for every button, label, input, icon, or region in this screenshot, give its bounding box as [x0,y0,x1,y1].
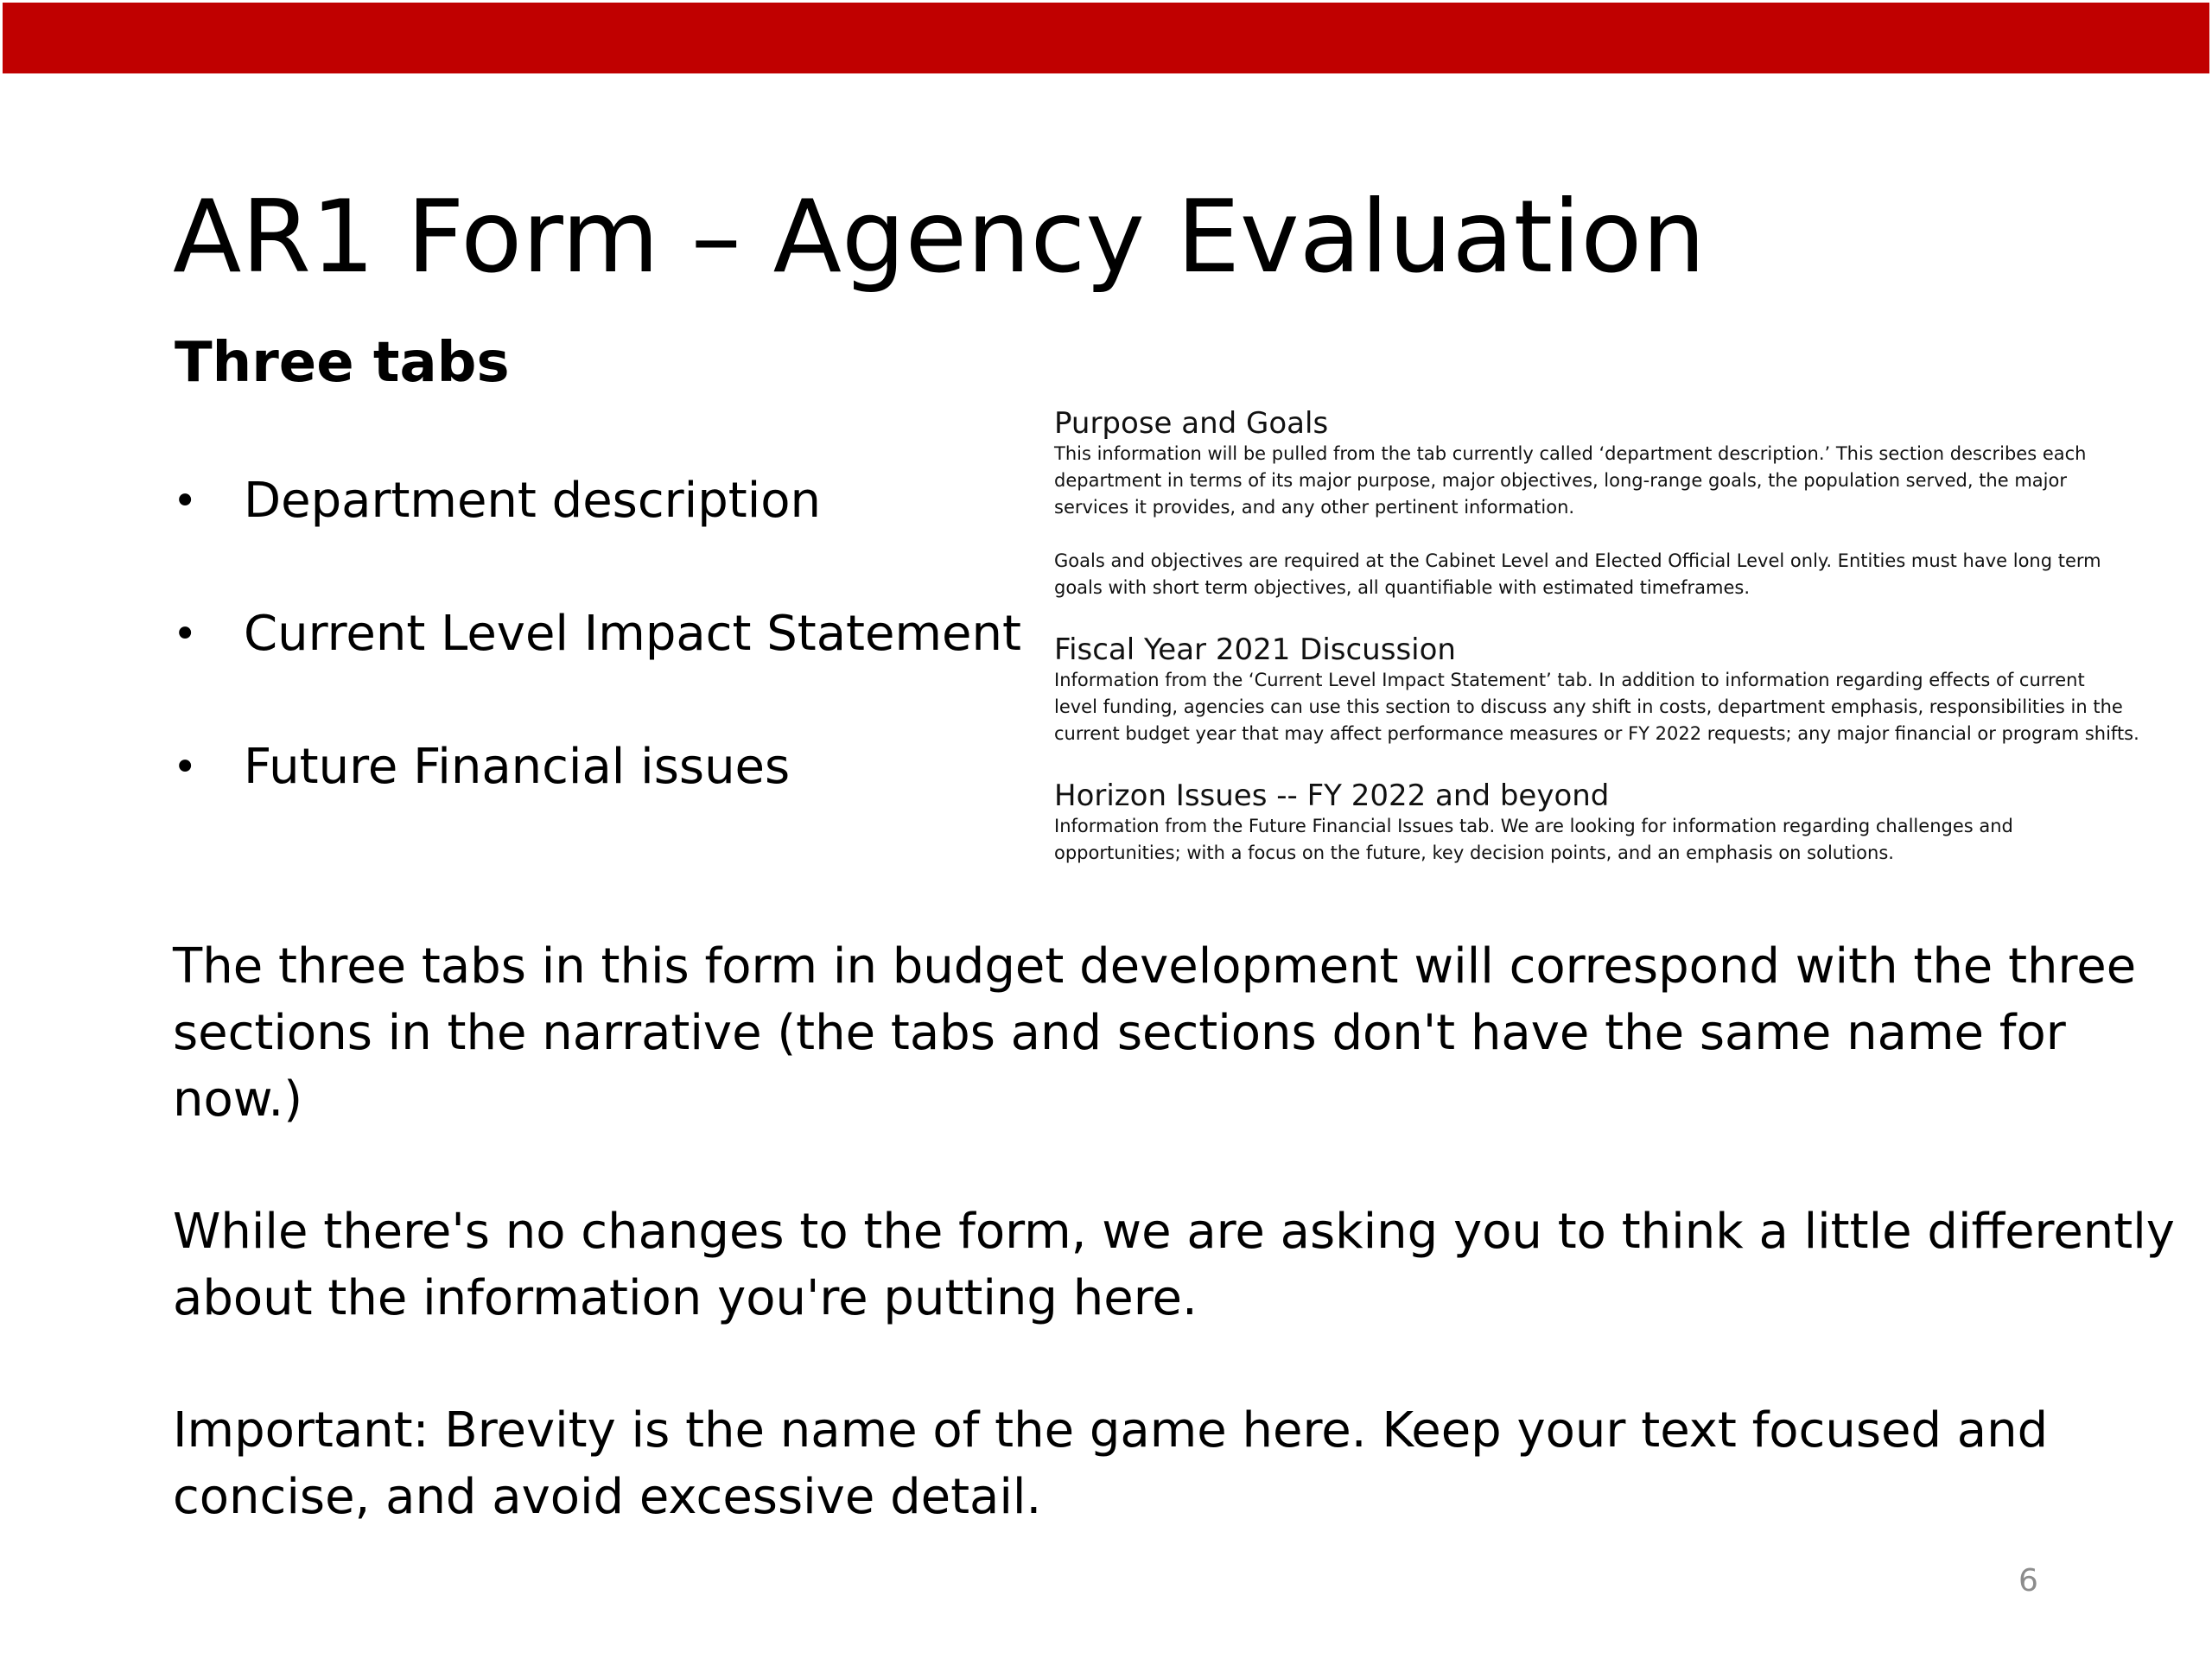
bullet-label: Current Level Impact Statement [244,606,1021,662]
narrative-line: services it provides, and any other pertinent information. [1054,497,1575,518]
narrative-line: current budget year that may affect performance measures or FY 2022 requests; any major financial or program shifts. [1054,723,2139,744]
narrative-line: Goals and objectives are required at the Cabinet Level and Elected Official Level only. Entities must have long term [1054,550,2101,571]
narrative-line: goals with short term objectives, all quantifiable with estimated timeframes. [1054,577,1751,598]
slide-body-text [173,933,2175,1596]
body-line: about the information you're putting here. [173,1270,1198,1326]
body-paragraph-important [173,1397,2126,1530]
page-number: 6 [2018,1563,2038,1599]
bullet-icon: • [173,477,198,525]
tab-bullet-list [173,467,1021,866]
bullet-icon: • [173,743,198,791]
body-line: While there's no changes to the form, we are asking you to think a little differently [173,1204,2175,1260]
bullet-item-department-description [173,467,1021,600]
body-line: concise, and avoid excessive detail. [173,1469,1042,1525]
narrative-line: level funding, agencies can use this section to discuss any shift in costs, department emphasis, responsibilities in the [1054,696,2123,717]
slide-subtitle: Three tabs [175,331,510,395]
narrative-heading: Horizon Issues -- FY 2022 and beyond [1054,779,1610,813]
narrative-heading: Purpose and Goals [1054,406,1329,441]
narrative-heading: Fiscal Year 2021 Discussion [1054,632,1456,667]
body-line: now.) [173,1071,303,1128]
narrative-section-horizon-issues [1054,779,2177,867]
slide-title: AR1 Form – Agency Evaluation [173,179,1706,296]
narrative-section-fiscal-year-discussion [1054,632,2177,747]
header-accent-bar [3,3,2209,73]
narrative-line: department in terms of its major purpose, major objectives, long-range goals, the population served, the major [1054,470,2067,491]
bullet-icon: • [173,610,198,658]
bullet-label: Department description [244,473,822,529]
body-line: sections in the narrative (the tabs and sections don't have the same name for [173,1005,2066,1061]
narrative-line: Information from the Future Financial Issues tab. We are looking for information regarding challenges and [1054,816,2013,836]
narrative-section-purpose-and-goals [1054,406,2177,601]
narrative-excerpt [1054,406,2177,898]
narrative-line: opportunities; with a focus on the future, key decision points, and an emphasis on solutions. [1054,842,1894,863]
body-paragraph-correspondence [173,933,2137,1133]
narrative-line: This information will be pulled from the tab currently called ‘department description.’ This section describes each [1054,443,2087,464]
body-line: Important: Brevity is the name of the game here. Keep your text focused and [173,1402,2049,1459]
bullet-label: Future Financial issues [244,739,791,795]
paragraph-spacer [1054,521,2177,548]
bullet-item-current-level-impact-statement [173,600,1021,733]
narrative-line: Information from the ‘Current Level Impact Statement’ tab. In addition to information regarding effects of current [1054,670,2085,690]
body-line: The three tabs in this form in budget development will correspond with the three [173,938,2137,995]
body-paragraph-no-changes [173,1198,2175,1332]
bullet-item-future-financial-issues [173,733,1021,866]
